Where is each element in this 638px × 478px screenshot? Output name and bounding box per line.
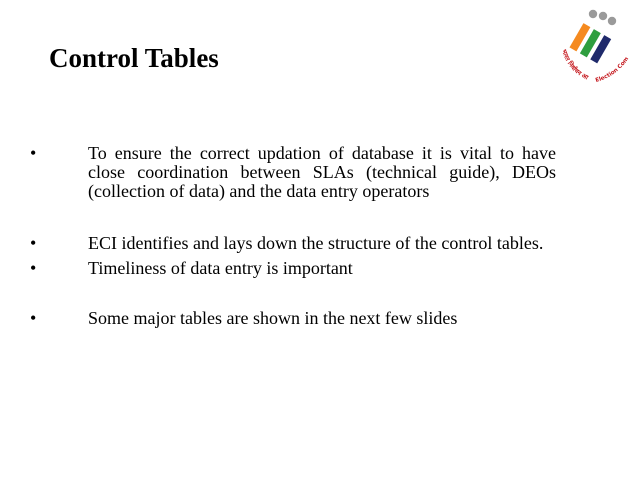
slide-title: Control Tables	[49, 43, 219, 73]
bullet-text: Some major tables are shown in the next few slides	[88, 308, 458, 328]
bullet-item	[30, 309, 556, 328]
bullet-marker: •	[30, 308, 37, 328]
bullet-list	[30, 144, 556, 328]
bullet-item	[30, 259, 556, 278]
bullet-marker: •	[30, 233, 37, 253]
svg-text:भारत निर्वाचन आयोग	[552, 6, 590, 82]
bullet-item	[30, 144, 556, 201]
logo-text-right: Election Com	[594, 56, 631, 84]
bullet-marker: •	[30, 258, 37, 278]
bullet-marker: •	[30, 143, 37, 163]
bullet-text: Timeliness of data entry is important	[88, 258, 353, 278]
logo-text-left: भारत निर्वाचन आ	[560, 48, 590, 82]
eci-logo	[552, 6, 636, 90]
bullet-text: ECI identifies and lays down the structure of the control tables.	[88, 233, 544, 253]
bullet-item	[30, 234, 556, 253]
eci-logo-icon	[552, 6, 636, 90]
bullet-text: To ensure the correct updation of database it is vital to have close coordination between SLAs (technical guide), DEOs (collection of data) and the data entry operators	[88, 143, 556, 201]
